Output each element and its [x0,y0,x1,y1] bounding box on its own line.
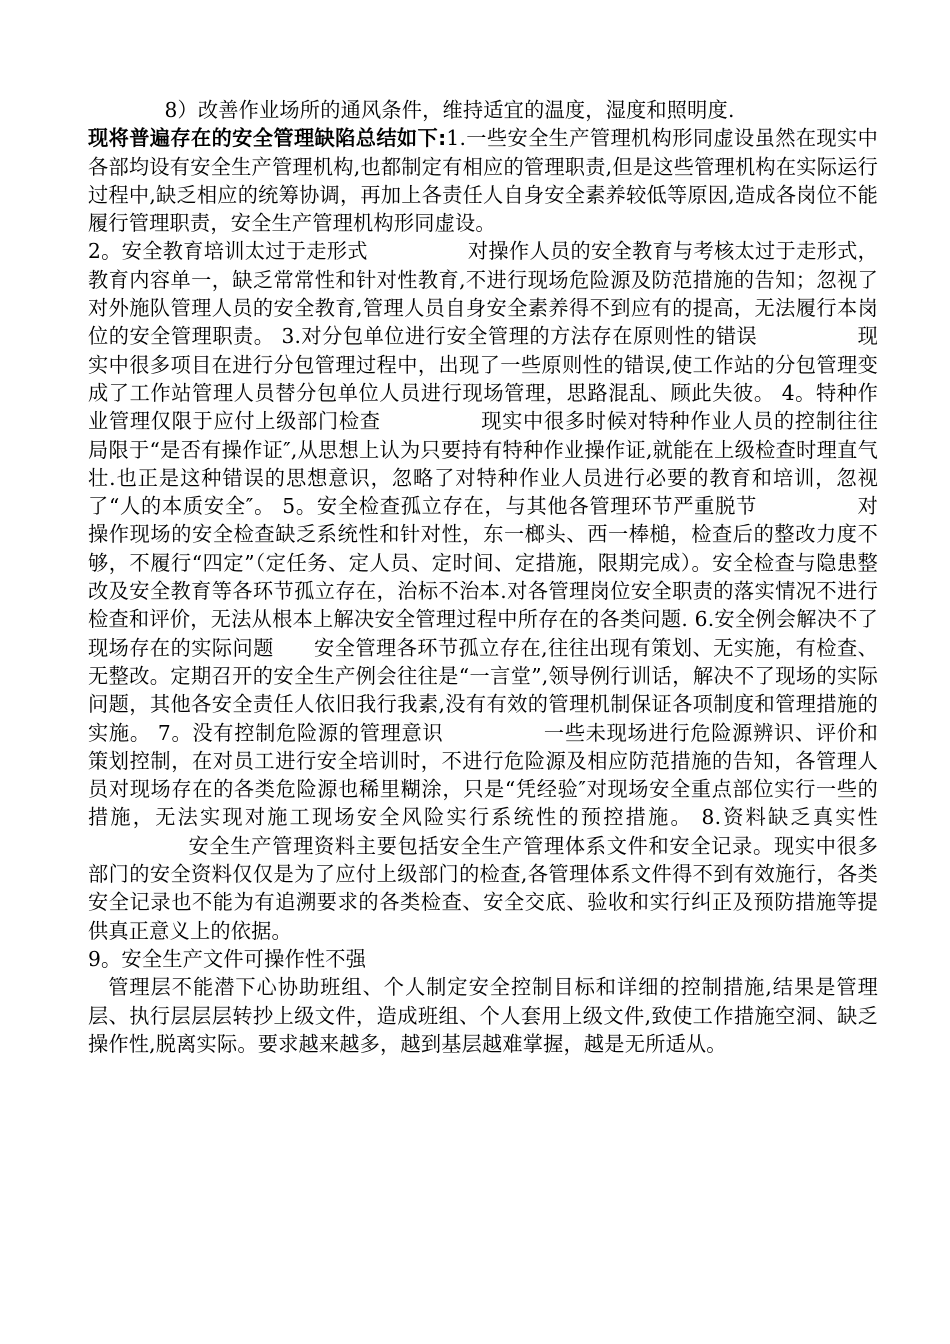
defect-4-title: 4。特种作业管理仅限于应付上级部门检查 [88,380,878,434]
summary-lead: 现将普遍存在的安全管理缺陷总结如下: [88,126,447,151]
defect-8-body: 安全生产管理资料主要包括安全生产管理体系文件和安全记录。现实中很多部门的安全资料仅仅是为了应付上级部门的检查,各管理体系文件得不到有效施行，各类安全记录也不能为有追溯要求的各类检查、安全交底、验收和实行纠正及预防措施等提供真正意义上的依据。 [88,833,878,943]
defect-3-title: 3.对分包单位进行安全管理的方法存在原则性的错误 [281,324,758,349]
defect-7-body: 一些未现场进行危险源辨识、评价和策划控制，在对员工进行安全培训时，不进行危险源及相应防范措施的告知，各管理人员对现场存在的各类危险源也稀里糊涂，只是“凭经验″对现场安全重点部位实行一些的措施，无法实现对施工现场安全风险实行系统性的预控措施。 [88,720,879,830]
defect-9-title: 9。安全生产文件可操作性不强 [88,946,367,971]
defect-1-body: 虽然在现实中各部均设有安全生产管理机构,也都制定有相应的管理职责,但是这些管理机构在实际运行过程中,缺乏相应的统筹协调，再加上各责任人自身安全素养较低等原因,造成各岗位不能履行管理职责，安全生产管理机构形同虚设。 [88,126,878,236]
defect-7-title: 7。没有控制危险源的管理意识 [157,720,444,745]
defect-3-body: 现实中很多项目在进行分包管理过程中，出现了一些原则性的错误,使工作站的分包管理变成了工作站管理人员替分包单位人员进行现场管理，思路混乱、顾此失彼。 [88,324,878,405]
paragraph-defects-summary [88,124,878,237]
defect-6-title: 6.安全例会解决不了现场存在的实际问题 [88,607,879,660]
defect-1-title: 1.一些安全生产管理机构形同虚设 [446,126,755,151]
defect-8-title: 8.资料缺乏真实性 [701,805,879,830]
defect-5-title: 5。安全检查孤立存在，与其他各管理环节严重脱节 [282,494,758,519]
defect-2-body: 对操作人员的安全教育与考核太过于走形式，教育内容单一，缺乏常常性和针对性教育,不进行现场危险源及防范措施的告知；忽视了对外施队管理人员的安全教育,管理人员自身安全素养得不到应有的提高，无法履行本岗位的安全管理职责。 [88,239,878,349]
defect-4-body: 现实中很多时候对特种作业人员的控制往往局限于“是否有操作证″,从思想上认为只要持有特种作业操作证,就能在上级检查时理直气壮.也正是这种错误的思想意识，忽略了对特种作业人员进行必要的教育和培训，忽视了“人的本质安全″。 [88,409,878,519]
defect-6-body: 安全管理各环节孤立存在,往往出现有策划、无实施，有检查、无整改。定期召开的安全生产例会往往是“一言堂”,领导例行训话，解决不了现场的实际问题，其他各安全责任人依旧我行我素,没有有效的管理机制保证各项制度和管理措施的实施。 [88,635,878,745]
paragraph-defects-continued [88,237,878,944]
document-body [88,96,878,1058]
defect-9-body: 管理层不能潜下心协助班组、个人制定安全控制目标和详细的控制措施,结果是管理层、执行层层层转抄上级文件，造成班组、个人套用上级文件,致使工作措施空洞、缺乏操作性,脱离实际。要求越来越多，越到基层越难掌握，越是无所适从。 [88,975,878,1056]
defect-2-title: 2。安全教育培训太过于走形式 [88,239,368,264]
paragraph-ventilation: 8）改善作业场所的通风条件，维持适宜的温度，湿度和照明度. [164,98,735,122]
defect-5-body: 对操作现场的安全检查缺乏系统性和针对性，东一榔头、西一棒槌，检查后的整改力度不够，不履行“四定”（定任务、定人员、定时间、定措施，限期完成）。安全检查与隐患整改及安全教育等各环节孤立存在，治标不治本.对各管理岗位安全职责的落实情况不进行检查和评价，无法从根本上解决安全管理过程中所存在的各类问题. [88,494,879,632]
